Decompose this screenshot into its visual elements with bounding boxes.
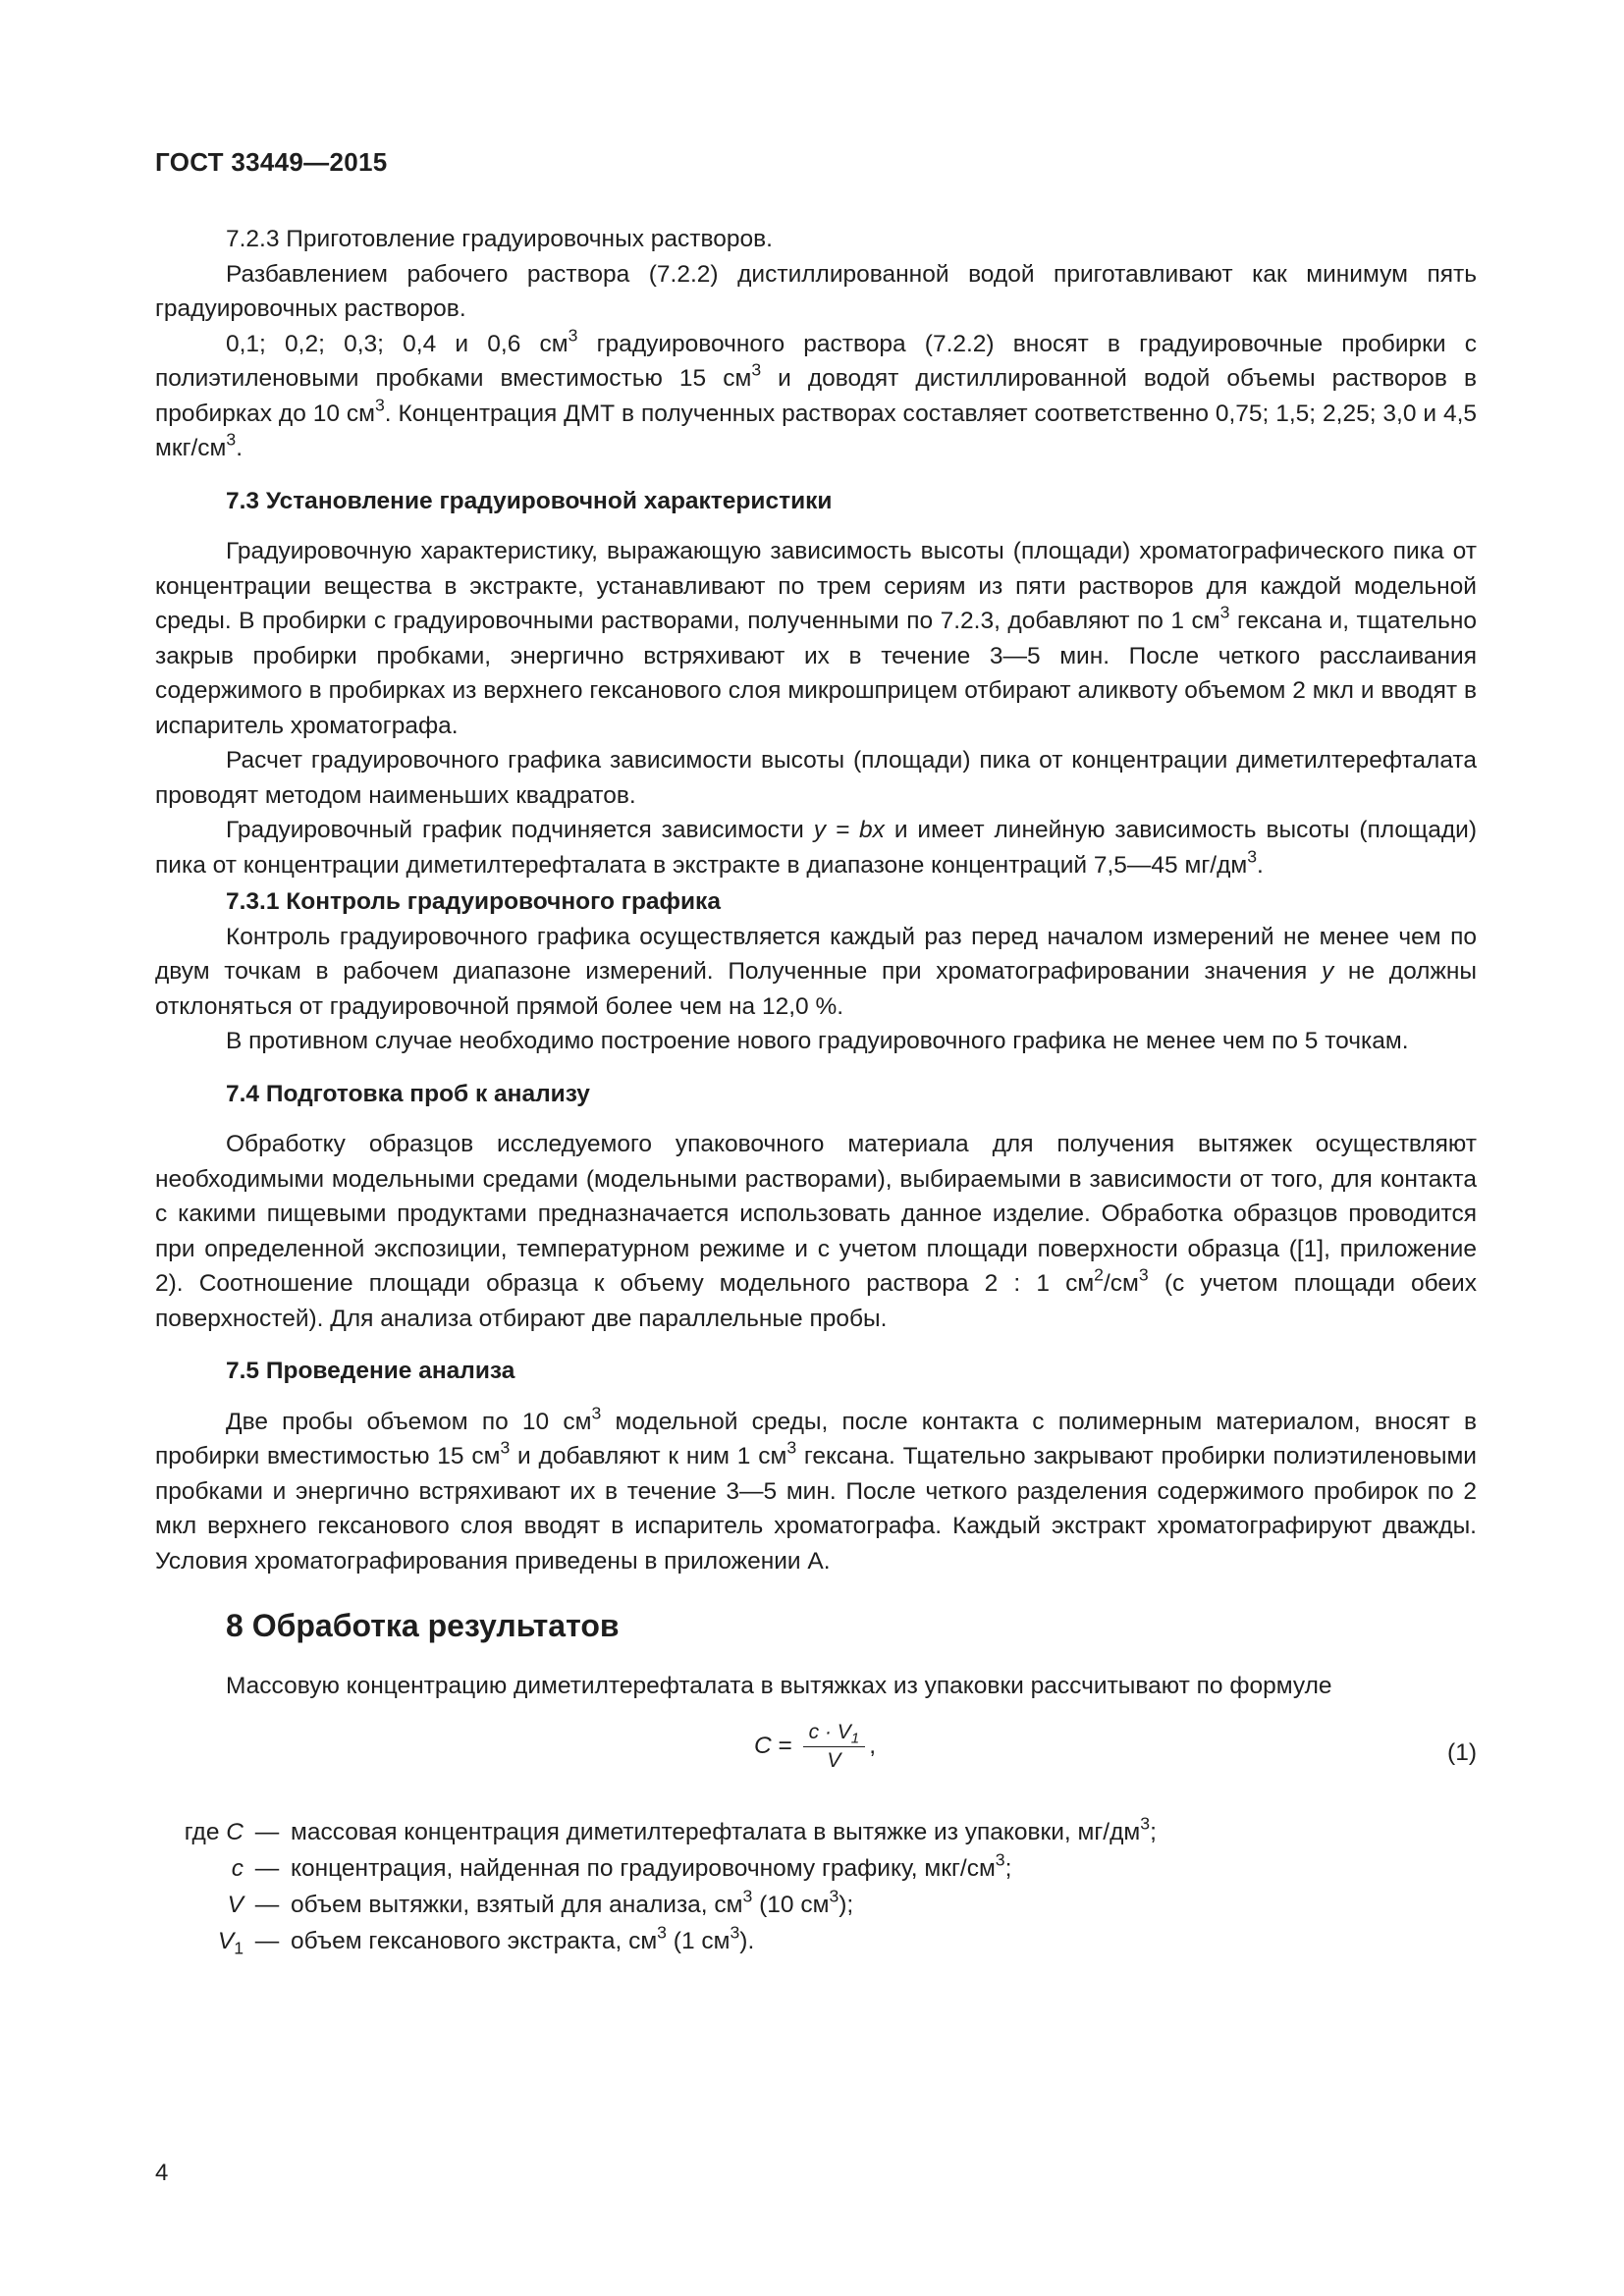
section-8-heading: 8 Обработка результатов (226, 1608, 620, 1643)
section-7-3-paragraph-2: Расчет градуировочного графика зависимости высоты (площади) пика от концентрации диметилтерефталата проводят методом наименьших квадратов. (155, 747, 1477, 809)
formula-denominator: V (827, 1748, 841, 1772)
definition-symbol: $V_1$ (217, 1927, 244, 1957)
section-7-3-heading: 7.3 Установление градуировочной характеристики (226, 487, 833, 514)
formula-lhs: C (754, 1733, 772, 1760)
definition-row (155, 1814, 1477, 1850)
document-body (155, 222, 1477, 1959)
definition-row (155, 1850, 1477, 1887)
formula-number: (1) (1447, 1738, 1477, 1766)
definition-dash: — (254, 1818, 280, 1845)
document-code-header: ГОСТ 33449—2015 (155, 147, 388, 177)
definition-symbol: где C (184, 1818, 244, 1845)
definition-dash: — (254, 1927, 280, 1954)
section-7-2-3-paragraph-2: 0,1; 0,2; 0,3; 0,4 и 0,6 $см^3$ градуировочного раствора (7.2.2) вносят в градуировочные пробирки с полиэтиленовыми пробками вместимостью 15 $см^3$ и доводят дистиллированной водой объемы растворов в пробирках до 10 $см^3$. Концентрация ДМТ в полученных растворах составляет соответственно 0,75; 1,5; 2,25; 3,0 и 4,5 мкг/$см^3$. (155, 324, 1478, 461)
section-7-4-paragraph-1: Обработку образцов исследуемого упаковочного материала для получения вытяжек осуществляют необходимыми модельными средами (модельными растворами), выбираемыми в зависимости от того, для контакта с какими пищевыми продуктами предназначается использовать данное изделие. Обработка образцов проводится при определенной экспозиции, температурном режиме и с учетом площади поверхности образца ([1], приложение 2). Соотношение площади образца к объему модельного раствора 2 : 1 $см^2/см^3$ (с учетом площади обеих поверхностей). Для анализа отбирают две параллельные пробы. (155, 1131, 1477, 1332)
variable-definitions (155, 1814, 1477, 1959)
formula-expression (754, 1720, 876, 1774)
definition-dash: — (254, 1854, 280, 1882)
section-8-intro: Массовую концентрацию диметилтерефталата в вытяжках из упаковки рассчитывают по формуле (226, 1673, 1332, 1699)
definition-symbol: V (227, 1891, 244, 1918)
formula-fraction (803, 1720, 866, 1774)
page-number: 4 (155, 2160, 169, 2186)
section-7-2-3-title: 7.2.3 Приготовление градуировочных растворов. (226, 226, 773, 252)
definition-text: концентрация, найденная по градуировочному графику, мкг/$см^3$; (291, 1848, 1012, 1882)
section-7-3-1-heading: 7.3.1 Контроль градуировочного графика (226, 888, 721, 915)
definition-text: объем вытяжки, взятый для анализа, $см^3$ (10 $см^3$); (291, 1885, 854, 1918)
section-7-3-paragraph-3: Градуировочный график подчиняется зависимости y = bx и имеет линейную зависимость высоты (площади) пика от концентрации диметилтерефталата в экстракте в диапазоне концентраций 7,5—45 $мг/дм^3$. (155, 817, 1477, 879)
section-7-3-1-paragraph-2: В противном случае необходимо построение нового градуировочного графика не менее чем по 5 точкам. (226, 1028, 1409, 1054)
formula-numerator: $c \cdot V_1$ (803, 1720, 866, 1747)
definition-text: массовая концентрация диметилтерефталата в вытяжке из упаковки, $мг/дм^3$; (291, 1812, 1157, 1845)
definition-symbol: c (231, 1854, 244, 1882)
definition-text: объем гексанового экстракта, $см^3$ (1 $см^3$). (291, 1921, 755, 1954)
definition-row (155, 1923, 1477, 1959)
section-7-4-heading: 7.4 Подготовка проб к анализу (226, 1080, 590, 1107)
section-7-3-paragraph-1: Градуировочную характеристику, выражающую зависимость высоты (площади) хроматографического пика от концентрации вещества в экстракте, устанавливают по трем сериям из пяти растворов для каждой модельной среды. В пробирки с градуировочными растворами, полученными по 7.2.3, добавляют по 1 $см^3$ гексана и, тщательно закрыв пробирки пробками, энергично встряхивают их в течение 3—5 мин. После четкого расслаивания содержимого в пробирках из верхнего гексанового слоя микрошприцем отбирают аликвоту объемом 2 мкл и вводят в испаритель хроматографа. (155, 538, 1477, 739)
formula-1 (155, 1714, 1477, 1792)
formula-comma: , (869, 1733, 877, 1760)
formula-equals: = (771, 1733, 799, 1760)
section-7-3-1-paragraph-1: Контроль градуировочного графика осуществляется каждый раз перед началом измерений не менее чем по двум точкам в рабочем диапазоне измерений. Полученные при хроматографировании значения y не должны отклоняться от градуировочной прямой более чем на 12,0 %. (155, 923, 1477, 1020)
section-7-5-heading: 7.5 Проведение анализа (226, 1358, 515, 1384)
definition-dash: — (254, 1891, 280, 1918)
section-7-5-paragraph-1: Две пробы объемом по 10 $см^3$ модельной среды, после контакта с полимерным материалом, вносят в пробирки вместимостью 15 $см^3$ и добавляют к ним 1 $см^3$ гексана. Тщательно закрывают пробирки полиэтиленовыми пробками и энергично встряхивают их в течение 3—5 мин. После четкого разделения содержимого пробирок по 2 мкл верхнего гексанового слоя вводят в испаритель хроматографа. Каждый экстракт хроматографируют дважды. Условия хроматографирования приведены в приложении А. (155, 1402, 1477, 1575)
section-7-2-3-paragraph-1: Разбавлением рабочего раствора (7.2.2) дистиллированной водой приготавливают как минимум пять градуировочных растворов. (155, 260, 1477, 322)
definition-row (155, 1887, 1477, 1923)
